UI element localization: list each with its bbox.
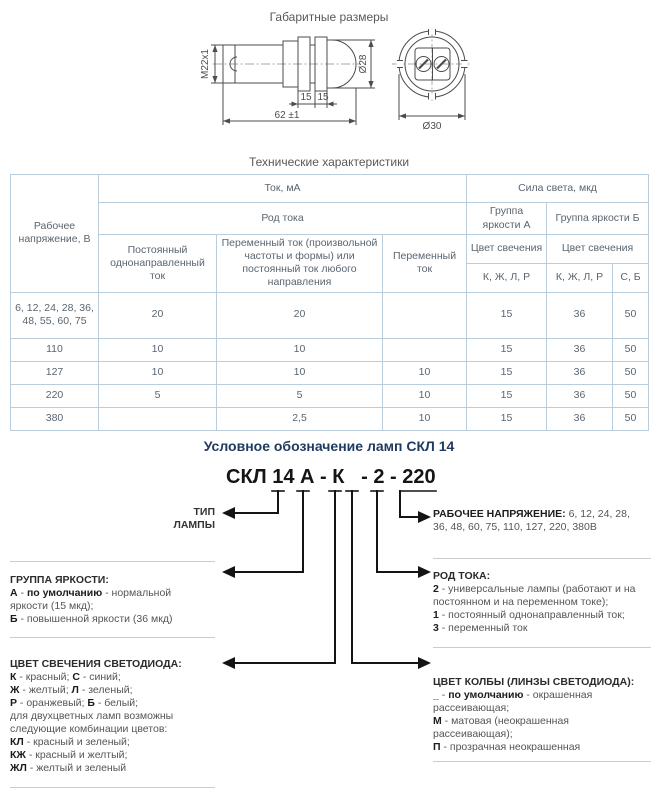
divider [433, 761, 651, 762]
arrow-right-current-kind [418, 566, 431, 578]
voltage-legend: РАБОЧЕЕ НАПРЯЖЕНИЕ: 6, 12, 24, 28, 36, 48, 60, 75, 110, 127, 220, 380В [433, 508, 630, 533]
arrow-right-voltage [418, 511, 431, 523]
designation-title: Условное обозначение ламп СКЛ 14 [203, 438, 455, 454]
table-row: 110 10 10 15 36 50 [11, 338, 649, 361]
th-colors-b2: С, Б [613, 263, 649, 292]
led-color-title: ЦВЕТ СВЕЧЕНИЯ СВЕТОДИОДА: [10, 658, 182, 670]
body-diameter-label: Ø30 [422, 121, 442, 132]
divider [433, 647, 651, 648]
bulb-color-legend: ЦВЕТ КОЛБЫ (ЛИНЗЫ СВЕТОДИОДА): _ - по умолчанию - окрашенная рассеивающая; М - матовая (неокрашенная рассеивающая); П - прозрачная неокрашенная [433, 676, 651, 754]
th-current-kind: Род тока [99, 203, 467, 235]
overall-length-label: 62 ±1 [274, 110, 300, 121]
table-row: 220 5 5 10 15 36 50 [11, 384, 649, 407]
flange-spacing-label-1: 15 [300, 92, 312, 103]
lamp-side-view [200, 37, 375, 125]
arrow-left-led-color [222, 657, 235, 669]
th-colors-a: К, Ж, Л, Р [467, 263, 547, 292]
divider [433, 558, 651, 559]
bulb-color-title: ЦВЕТ КОЛБЫ (ЛИНЗЫ СВЕТОДИОДА): [433, 676, 635, 688]
th-brightness-a: Группа яркости А [467, 203, 547, 235]
th-dc: Постоянный однонаправленный ток [99, 235, 217, 293]
designation-formula: СКЛ 14 А - К - 2 - 220 [226, 466, 436, 488]
lens-diameter-label: Ø28 [358, 54, 369, 74]
specs-table [10, 174, 649, 431]
th-voltage: Рабочее напряжение, В [11, 175, 99, 293]
current-kind-title: РОД ТОКА: [433, 570, 491, 582]
table-row: 6, 12, 24, 28, 36, 48, 55, 60, 75 20 20 15 36 50 [11, 292, 649, 338]
designation-right-column [433, 508, 651, 762]
flange-spacing-label-2: 15 [317, 92, 329, 103]
th-ac: Переменный ток [383, 235, 467, 293]
table-row: 380 2,5 10 15 36 50 [11, 407, 649, 430]
brightness-group-legend: ГРУППА ЯРКОСТИ: А - по умолчанию - нормальной яркости (15 мкд); Б - повышенной яркости (36 мкд) [10, 574, 215, 626]
th-brightness-b: Группа яркости Б [547, 203, 649, 235]
designation-left-column [10, 506, 215, 788]
th-luminous-group: Сила света, мкд [467, 175, 649, 203]
table-row: 127 10 10 10 15 36 50 [11, 361, 649, 384]
arrow-left-brightness [222, 566, 235, 578]
lamp-front-view [392, 28, 472, 132]
brightness-group-title: ГРУППА ЯРКОСТИ: [10, 574, 109, 586]
th-glow-color-a: Цвет свечения [467, 235, 547, 264]
divider [10, 561, 215, 562]
th-universal: Переменный ток (произвольной частоты и формы) или постоянный ток любого направления [217, 235, 383, 293]
th-current-group: Ток, мА [99, 175, 467, 203]
thread-dimension-label: M22x1 [200, 48, 211, 80]
led-color-legend: ЦВЕТ СВЕЧЕНИЯ СВЕТОДИОДА: К - красный; С - синий; Ж - желтый; Л - зеленый; Р - оранжевый; Б - белый; для двухцветных ламп возможны следующие комбинации цветов: КЛ - красный и зеленый; КЖ - красный и желтый; ЖЛ - желтый и зеленый [10, 658, 215, 775]
lamp-dimensions-drawing [185, 26, 475, 144]
divider [10, 787, 215, 788]
divider [10, 637, 215, 638]
arrow-left-lamp-type [222, 507, 235, 519]
th-colors-b1: К, Ж, Л, Р [547, 263, 613, 292]
current-kind-legend: РОД ТОКА: 2 - универсальные лампы (работают и на постоянном и на переменном токе); 1 - постоянный однонаправленный ток; 3 - переменный ток [433, 570, 651, 635]
arrow-right-bulb-color [418, 657, 431, 669]
th-glow-color-b: Цвет свечения [547, 235, 649, 264]
lamp-type-label: ТИП ЛАМПЫ [173, 506, 215, 531]
dimensions-title: Габаритные размеры [269, 10, 389, 24]
specs-title: Технические характеристики [248, 155, 410, 169]
